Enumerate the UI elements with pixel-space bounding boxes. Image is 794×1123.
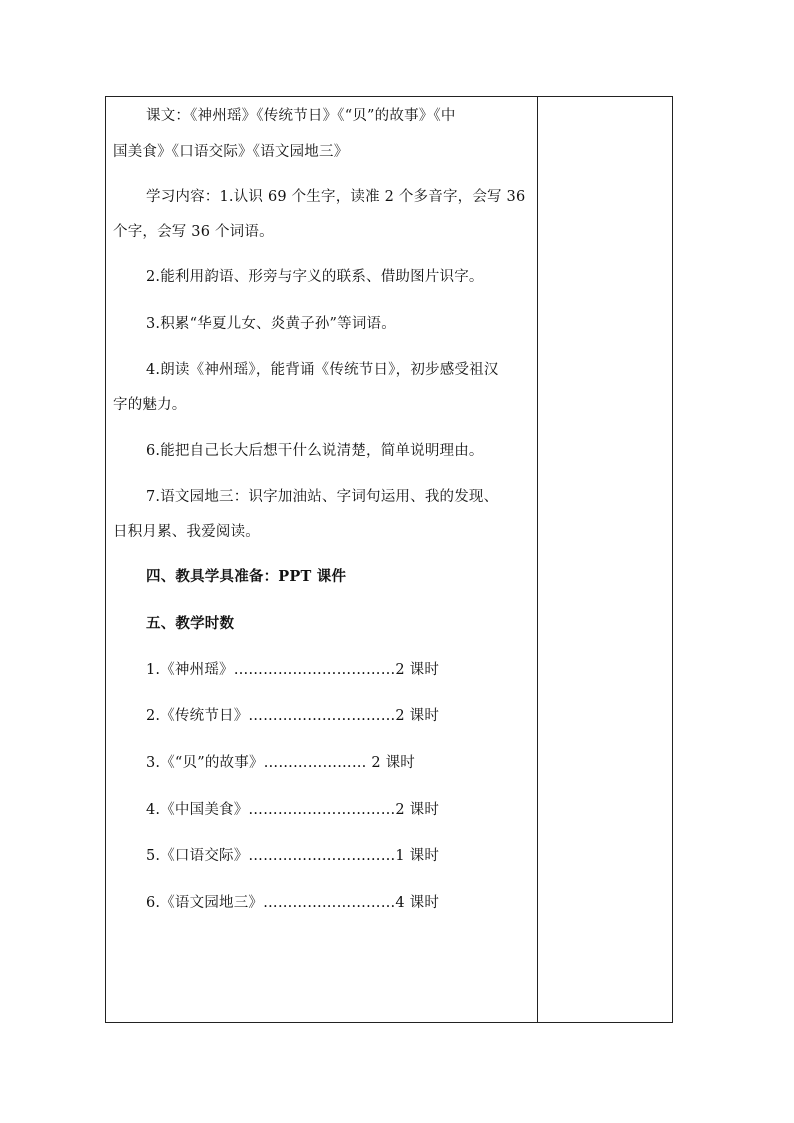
- goal-1-line-1: 学习内容：1.认识 69 个生字，读准 2 个多音字，会写 36: [146, 189, 526, 205]
- schedule-item: 2.《传统节日》…………………………2 课时: [146, 708, 440, 724]
- goal-4-line-1: 4.朗读《神州瑶》，能背诵《传统节日》，初步感受祖汉: [146, 362, 499, 378]
- schedule-item: 6.《语文园地三》………………………4 课时: [146, 895, 440, 911]
- content-cell: [106, 97, 538, 1022]
- section-4-heading: 四、教具学具准备：PPT 课件: [146, 568, 347, 585]
- goal-7-line-1: 7.语文园地三：识字加油站、字词句运用、我的发现、: [146, 489, 499, 505]
- lessons-line-2: 国美食》《口语交际》《语文园地三》: [113, 144, 349, 160]
- goal-1-line-2: 个字，会写 36 个词语。: [113, 224, 274, 240]
- notes-cell: [538, 97, 672, 1022]
- schedule-item: 4.《中国美食》…………………………2 课时: [146, 802, 440, 818]
- schedule-item: 1.《神州瑶》……………………………2 课时: [146, 662, 440, 678]
- goal-6: 6.能把自己长大后想干什么说清楚，简单说明理由。: [146, 443, 484, 459]
- goal-4-line-2: 字的魅力。: [113, 397, 187, 413]
- schedule-item: 5.《口语交际》…………………………1 课时: [146, 848, 440, 864]
- schedule-item: 3.《“贝”的故事》………………… 2 课时: [146, 755, 416, 771]
- goal-2: 2.能利用韵语、形旁与字义的联系、借助图片识字。: [146, 269, 484, 285]
- goal-3: 3.积累“华夏儿女、炎黄子孙”等词语。: [146, 316, 396, 332]
- lessons-line-1: 课文：《神州瑶》《传统节日》《“贝”的故事》《中: [146, 108, 456, 124]
- goal-7-line-2: 日积月累、我爱阅读。: [113, 524, 260, 540]
- section-5-heading: 五、教学时数: [146, 615, 235, 632]
- lesson-plan-table: [105, 96, 673, 1023]
